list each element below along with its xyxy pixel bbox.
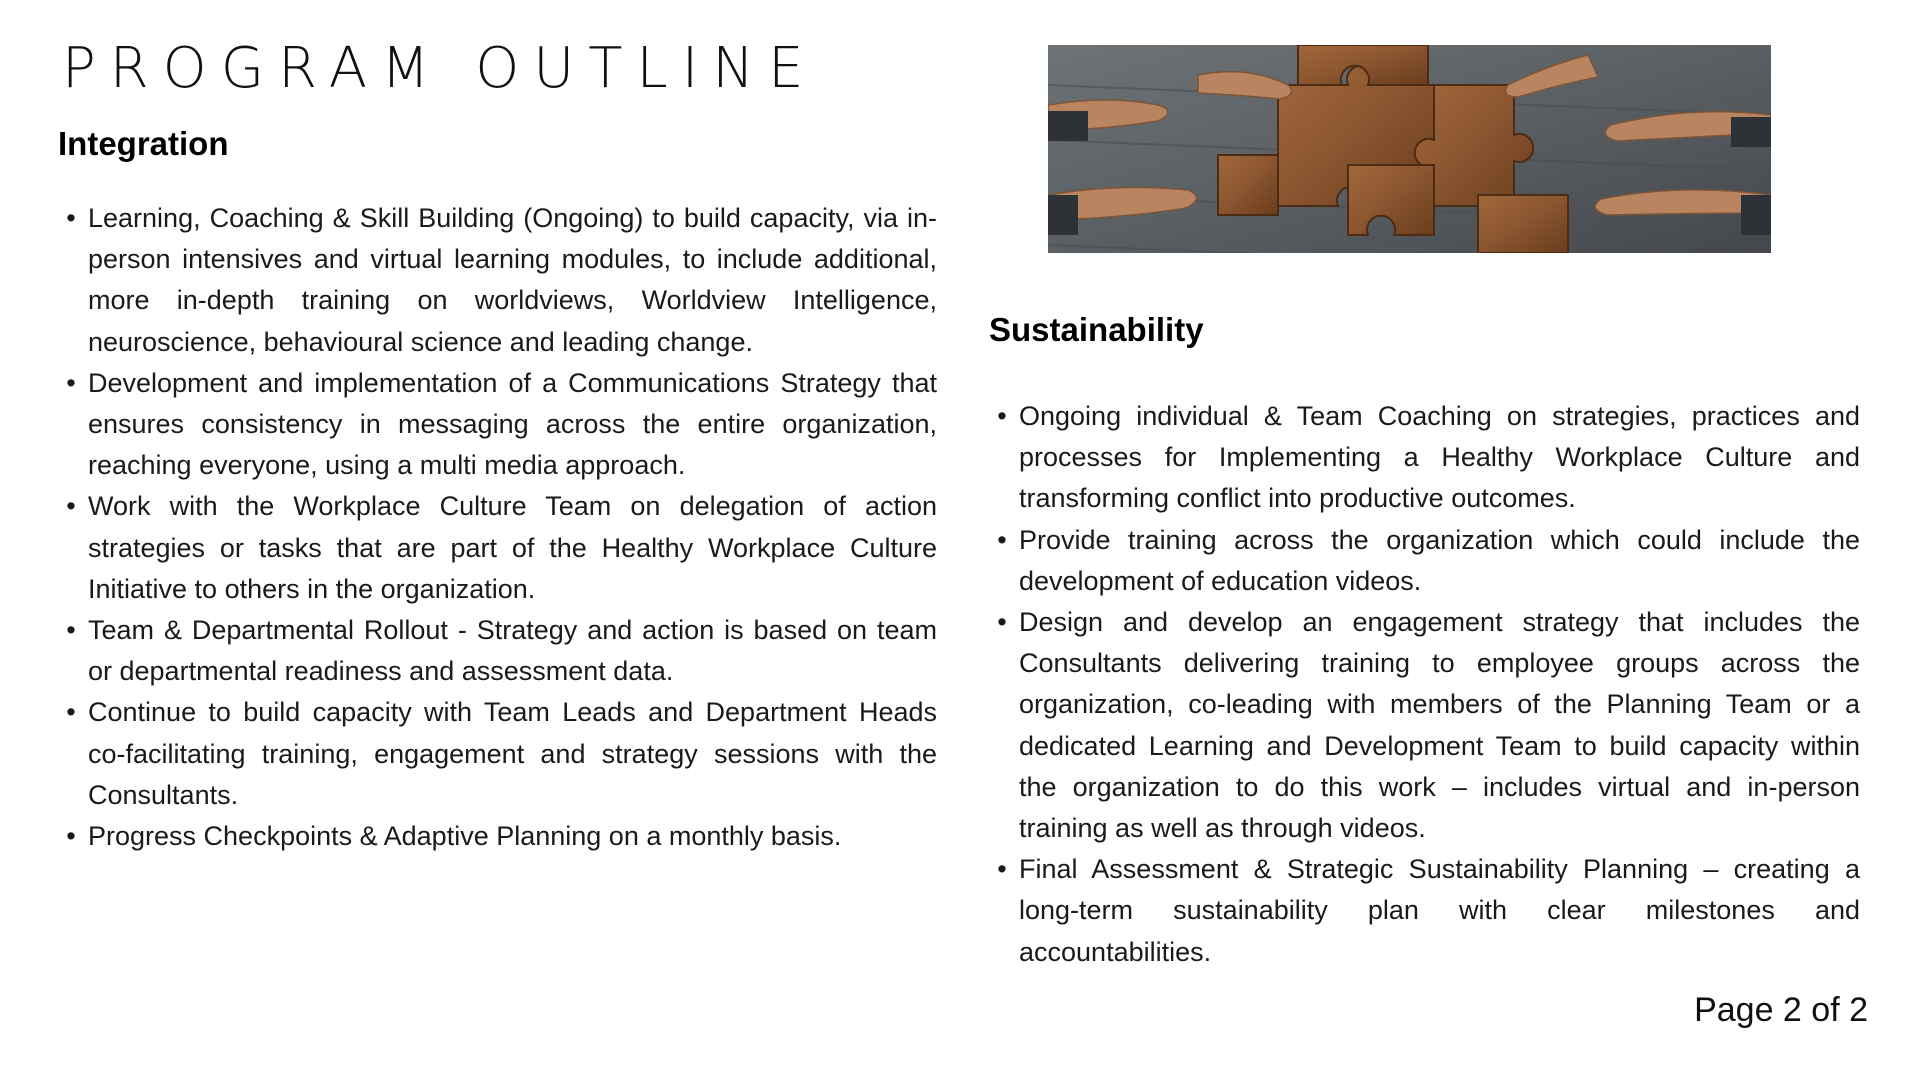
list-item-text: Continue to build capacity with Team Leads and Department Heads co-facilitating training, engagement and strategy sessions with the Consultants. — [88, 697, 937, 810]
list-item-text: Progress Checkpoints & Adaptive Planning on a monthly basis. — [88, 821, 842, 852]
integration-heading: Integration — [58, 125, 229, 162]
sustainability-list — [989, 396, 1860, 973]
bullet-icon: • — [997, 524, 1007, 555]
bullet-icon: • — [66, 821, 76, 852]
bullet-icon: • — [66, 367, 76, 398]
list-item — [58, 610, 937, 692]
puzzle-hands-photo — [1048, 45, 1771, 253]
list-item — [58, 816, 937, 857]
list-item-text: Work with the Workplace Culture Team on delegation of action strategies or tasks that are part of the Healthy Workplace Culture Initiative to others in the organization. — [88, 491, 937, 604]
list-item — [989, 849, 1860, 973]
page-title: PROGRAM OUTLINE — [62, 36, 818, 101]
bullet-icon: • — [66, 697, 76, 728]
list-item — [989, 520, 1860, 602]
bullet-icon: • — [66, 615, 76, 646]
list-item — [989, 602, 1860, 849]
list-item — [58, 363, 937, 487]
integration-list — [58, 198, 937, 857]
list-item — [58, 486, 937, 610]
bullet-icon: • — [997, 607, 1007, 638]
bullet-icon: • — [997, 854, 1007, 885]
bullet-icon: • — [66, 203, 76, 233]
list-item-text: Final Assessment & Strategic Sustainability Planning – creating a long-term sustainability plan with clear milestones and accountabilities. — [1019, 854, 1860, 967]
list-item-text: Team & Departmental Rollout - Strategy and action is based on team or departmental readiness and assessment data. — [88, 615, 937, 687]
list-item-text: Development and implementation of a Communications Strategy that ensures consistency in messaging across the entire organization, reaching everyone, using a multi media approach. — [88, 367, 937, 481]
sustainability-heading: Sustainability — [989, 311, 1204, 348]
puzzle-hands-icon — [1048, 45, 1771, 253]
list-item — [58, 692, 937, 816]
list-item — [989, 396, 1860, 520]
list-item — [58, 198, 937, 363]
list-item-text: Design and develop an engagement strategy that includes the Consultants delivering training to employee groups across the organization, co-leading with members of the Planning Team or a dedicated Learning and Development Team to build capacity within the organization to do this work – includes virtual and in-person training as well as through videos. — [1019, 607, 1860, 844]
bullet-icon: • — [997, 401, 1007, 431]
bullet-icon: • — [66, 491, 76, 522]
list-item-text: Provide training across the organization which could include the development of education videos. — [1019, 524, 1860, 596]
list-item-text: Learning, Coaching & Skill Building (Ongoing) to build capacity, via in-person intensives and virtual learning modules, to include additional, more in-depth training on worldviews, Worldview Intelligence, neuroscience, behavioural science and leading change. — [88, 203, 937, 357]
page-number: Page 2 of 2 — [1694, 991, 1868, 1029]
list-item-text: Ongoing individual & Team Coaching on strategies, practices and processes for Implementing a Healthy Workplace Culture and transforming conflict into productive outcomes. — [1019, 401, 1860, 514]
